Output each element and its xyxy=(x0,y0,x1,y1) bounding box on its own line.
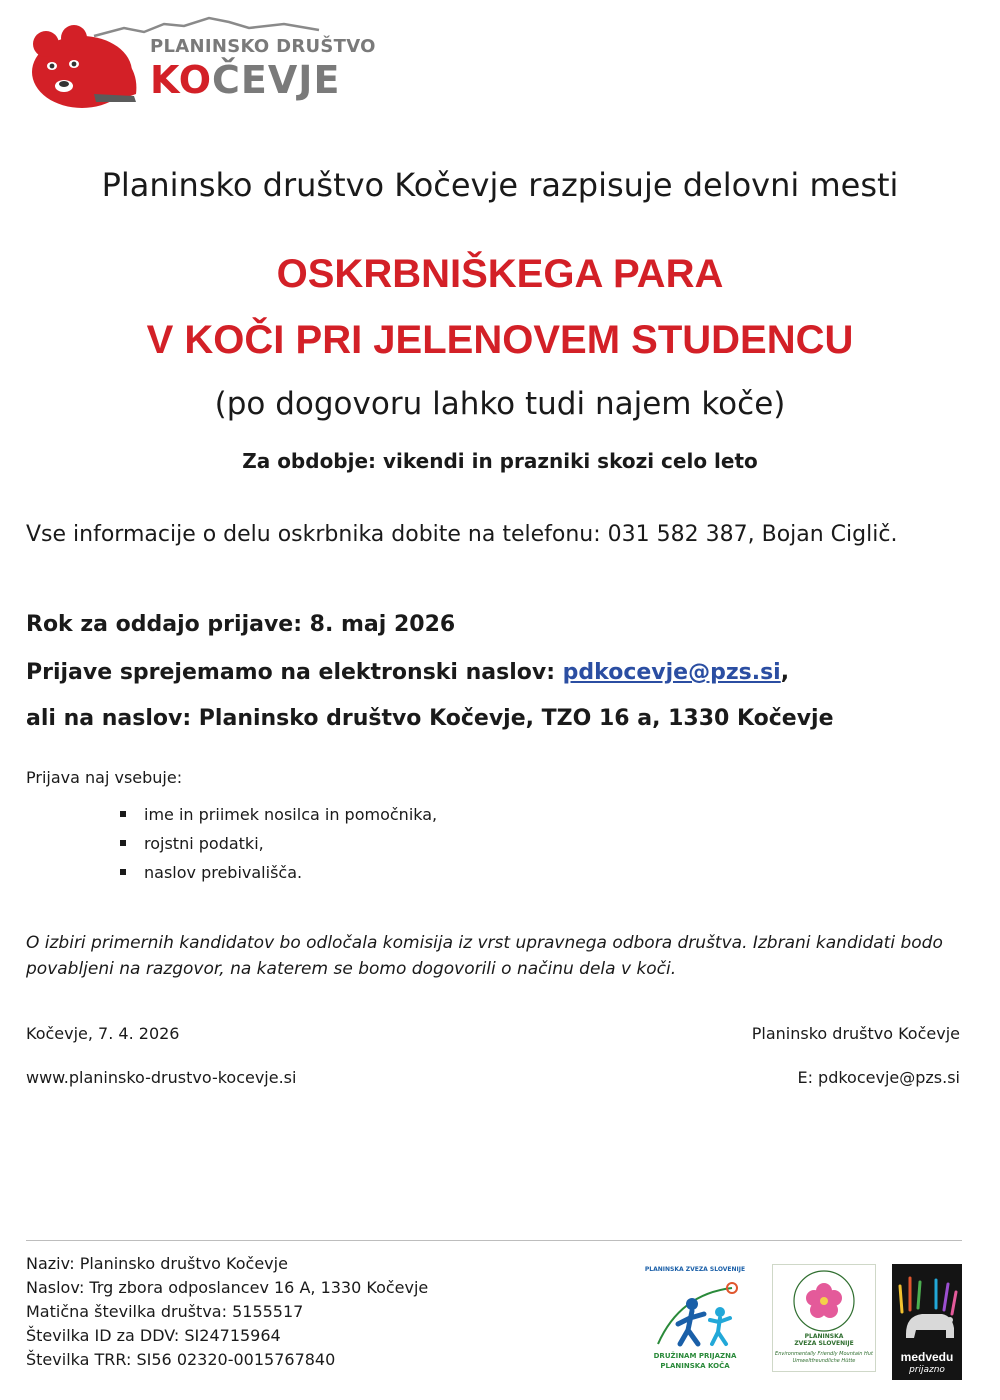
job-title-line2: V KOČI PRI JELENOVEM STUDENCU xyxy=(146,318,854,362)
badge-family-org: PLANINSKA ZVEZA SLOVENIJE xyxy=(644,1266,746,1273)
list-item-text: rojstni podatki, xyxy=(144,834,264,853)
flower-ring-icon xyxy=(773,1265,875,1335)
family-friendly-hut-badge xyxy=(640,1262,750,1378)
email-application-line xyxy=(26,660,789,685)
bear-friendly-badge xyxy=(892,1264,962,1380)
bear-badge-text2: prijazno xyxy=(909,1365,945,1375)
footer-name: Naziv: Planinsko društvo Kočevje xyxy=(26,1254,288,1273)
logo-text-line1: PLANINSKO DRUŠTVO xyxy=(150,36,376,57)
list-item-text: naslov prebivališča. xyxy=(144,863,303,882)
footer-registration-number: Matična številka društva: 5155517 xyxy=(26,1302,304,1321)
bear-hands-icon xyxy=(892,1264,962,1348)
family-figures-icon xyxy=(640,1274,750,1354)
footer-bank-account: Številka TRR: SI56 02320-0015767840 xyxy=(26,1350,336,1369)
postal-address-line: ali na naslov: Planinsko društvo Kočevje, TZO 16 a, 1330 Kočevje xyxy=(26,706,834,731)
eco-badge-text3: Environmentally Friendly Mountain Hut xyxy=(775,1351,873,1357)
bullet-icon xyxy=(120,869,126,875)
page-heading: Planinsko društvo Kočevje razpisuje delovni mesti xyxy=(101,166,899,204)
bullet-icon xyxy=(120,840,126,846)
eco-badge-text1: PLANINSKA xyxy=(804,1333,844,1340)
logo-text-line2 xyxy=(150,58,340,102)
place-date: Kočevje, 7. 4. 2026 xyxy=(26,1024,180,1043)
requirements-intro: Prijava naj vsebuje: xyxy=(26,768,183,787)
list-item-text: ime in priimek nosilca in pomočnika, xyxy=(144,805,438,824)
logo-text-gray: ČEVJE xyxy=(212,58,341,102)
contact-info-text: Vse informacije o delu oskrbnika dobite na telefonu: 031 582 387, Bojan Ciglič. xyxy=(26,522,898,547)
deadline-text: Rok za oddajo prijave: 8. maj 2026 xyxy=(26,612,456,637)
badge-family-text2: PLANINSKA KOČA xyxy=(660,1362,730,1370)
selection-note: O izbiri primernih kandidatov bo odločala komisija iz vrst upravnega odbora društva. Izbrani kandidati bodo povabljeni na razgovor, na katerem se bomo dogovorili o načinu dela v koči. xyxy=(26,933,943,979)
email-line-prefix: Prijave sprejemamo na elektronski naslov: xyxy=(26,660,563,685)
website-text: www.planinsko-drustvo-kocevje.si xyxy=(26,1068,297,1087)
email-link[interactable]: pdkocevje@pzs.si xyxy=(562,660,781,685)
logo-text-red: KO xyxy=(150,58,213,102)
eco-badge-text4: Umweltfreundliche Hütte xyxy=(792,1358,856,1364)
signature-email: E: pdkocevje@pzs.si xyxy=(797,1068,960,1087)
requirements-list xyxy=(120,800,437,887)
list-item xyxy=(120,800,437,829)
footer-details xyxy=(26,1252,428,1372)
period-text: Za obdobje: vikendi in prazniki skozi celo leto xyxy=(242,449,758,473)
job-subtitle: (po dogovoru lahko tudi najem koče) xyxy=(214,386,786,422)
job-title-line1: OSKRBNIŠKEGA PARA xyxy=(276,252,724,296)
footer-address: Naslov: Trg zbora odposlancev 16 A, 1330 Kočevje xyxy=(26,1278,429,1297)
footer-vat-id: Številka ID za DDV: SI24715964 xyxy=(26,1326,281,1345)
list-item xyxy=(120,829,437,858)
email-line-suffix: , xyxy=(780,660,790,685)
bullet-icon xyxy=(120,811,126,817)
list-item xyxy=(120,858,437,887)
eco-badge-text2: ZVEZA SLOVENIJE xyxy=(794,1340,854,1347)
signature-organization: Planinsko društvo Kočevje xyxy=(751,1024,960,1043)
footer-divider xyxy=(26,1240,962,1241)
eco-friendly-hut-badge xyxy=(772,1264,876,1372)
badge-family-text1: DRUŽINAM PRIJAZNA xyxy=(653,1352,737,1360)
bear-badge-text1: medvedu xyxy=(900,1350,954,1364)
